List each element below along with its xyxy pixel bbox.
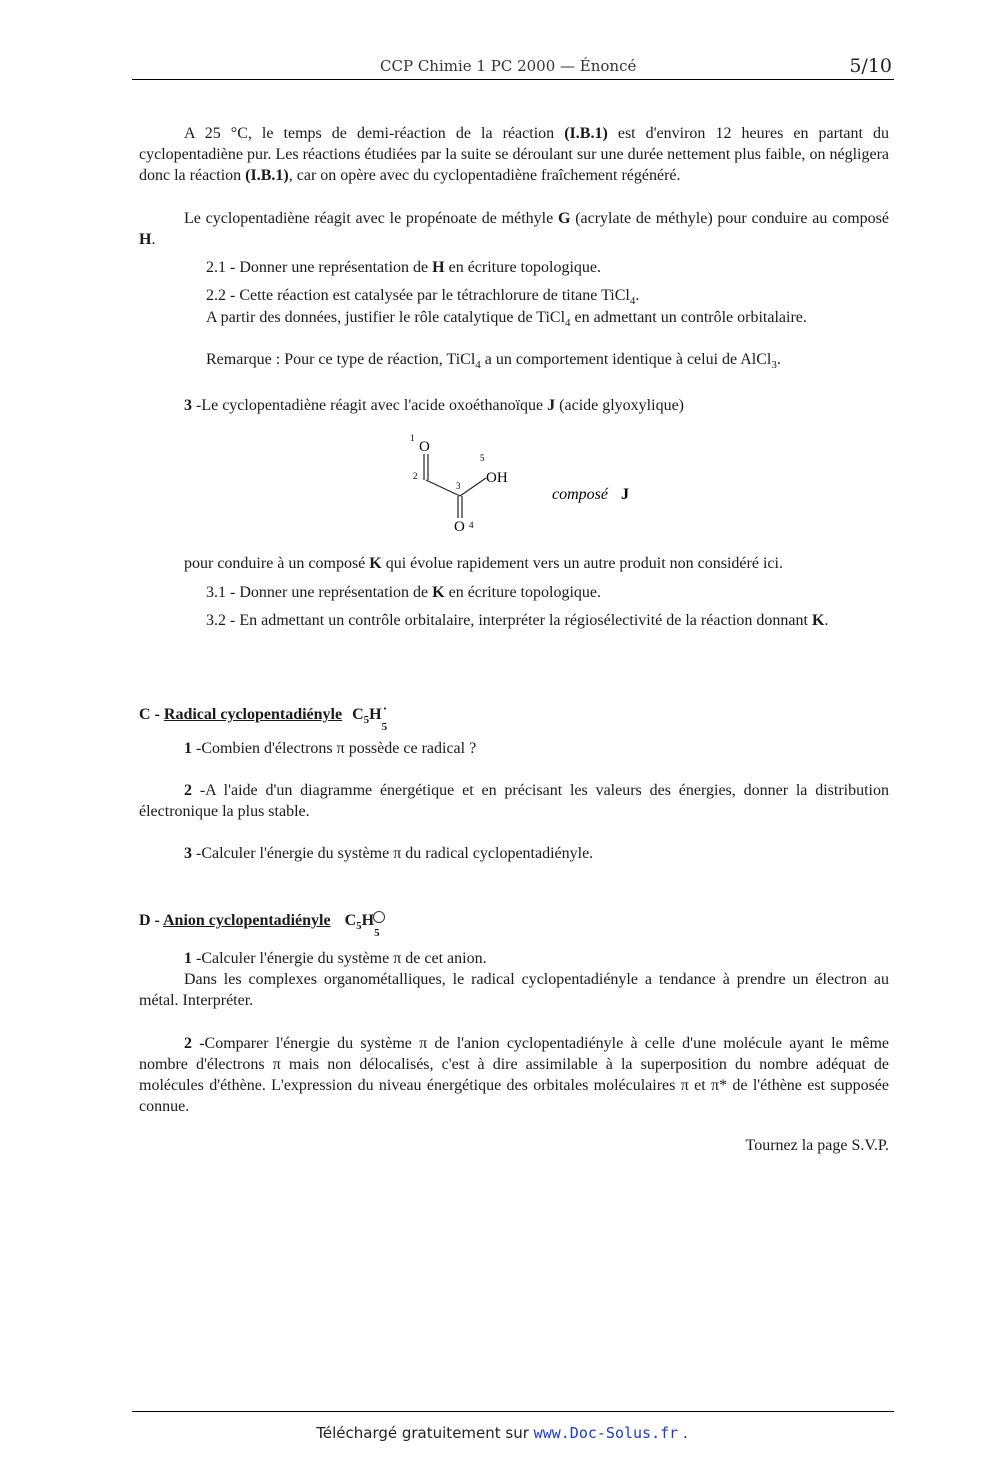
question-2-2-remark: Remarque : Pour ce type de réaction, TiCl$_4$ a un comportement identique à celui de AlCl$_3$. bbox=[206, 351, 781, 372]
anion-formula: $C_5H$ 5 bbox=[345, 912, 385, 929]
single-bond bbox=[460, 478, 486, 496]
paragraph-compound-k: pour conduire à un composé K qui évolue rapidement vers un autre produit non considéré ici. bbox=[184, 555, 783, 572]
compound-label: G bbox=[557, 210, 571, 227]
glyoxylic-acid-structure bbox=[400, 432, 640, 542]
paragraph-half-reaction: A 25 °C, le temps de demi-réaction de la réaction (I.B.1) est d'environ 12 heures en partant du cyclopentadiène pur. Les réactions étudiées par la suite se déroulant sur une durée nettement plus faible, on négligera donc la réaction (I.B.1), car on opère avec du cyclopentadiène fraîchement régénéré. bbox=[139, 125, 890, 184]
paragraph-acrylate: Le cyclopentadiène réagit avec le propénoate de méthyle G (acrylate de méthyle) pour conduire au composé H. bbox=[139, 210, 890, 248]
atom-number: 3 bbox=[456, 481, 461, 491]
turn-page-note: Tournez la page S.V.P. bbox=[745, 1137, 889, 1154]
section-d-question-2: 2 -Comparer l'énergie du système π de l'anion cyclopentadiényle à celle d'une molécule ayant le même nombre d'électrons π mais non délocalisés, c'est à dire assimilable à la superposition du nombre adéquat de molécules d'éthène. L'expression du niveau énergétique des orbitales moléculaires π et π* de l'éthène est supposée connue. bbox=[139, 1035, 889, 1115]
atom-number: 5 bbox=[480, 453, 485, 463]
question-3-1: 3.1 - Donner une représentation de K en écriture topologique. bbox=[206, 584, 601, 601]
header-title: CCP Chimie 1 PC 2000 — Énoncé bbox=[380, 57, 637, 75]
section-c-question-2: 2 -A l'aide d'un diagramme énergétique et en précisant les valeurs des énergies, donner la distribution électronique la plus stable. bbox=[139, 782, 889, 820]
reaction-ref: (I.B.1) bbox=[245, 167, 289, 184]
section-c-question-3: 3 -Calculer l'énergie du système π du radical cyclopentadiényle. bbox=[184, 845, 594, 862]
structure-caption: composé bbox=[552, 486, 608, 503]
single-bond bbox=[426, 480, 460, 496]
question-3-2: 3.2 - En admettant un contrôle orbitalaire, interpréter la régiosélectivité de la réaction donnant K. bbox=[206, 612, 829, 629]
page-header bbox=[132, 55, 894, 80]
structure-caption-label: J bbox=[621, 486, 629, 503]
atom-number: 4 bbox=[469, 520, 474, 530]
compound-label: H bbox=[139, 231, 152, 248]
page-number: 5/10 bbox=[849, 55, 892, 77]
question-2-1: 2.1 - Donner une représentation de H en écriture topologique. bbox=[206, 259, 601, 276]
question-3: 3 -Le cyclopentadiène réagit avec l'acide oxoéthanoïque J (acide glyoxylique) bbox=[184, 397, 684, 414]
atom-number: 1 bbox=[410, 433, 415, 443]
section-d-question-1-comment: Dans les complexes organométalliques, le radical cyclopentadiényle a tendance à prendre un électron au métal. Interpréter. bbox=[139, 971, 889, 1009]
page-footer: Téléchargé gratuitement sur www.Doc-Solus.fr . bbox=[316, 1424, 688, 1442]
doc-solus-link[interactable]: www.Doc-Solus.fr bbox=[533, 1424, 679, 1442]
question-2-2-justify: A partir des données, justifier le rôle catalytique de TiCl$_4$ en admettant un contrôle orbitalaire. bbox=[206, 309, 807, 330]
section-d-title: Anion cyclopentadiényle bbox=[163, 912, 331, 929]
section-d-heading: D - Anion cyclopentadiényle $C_5H$ 5 bbox=[139, 912, 384, 932]
oxygen-atom: O bbox=[454, 519, 465, 535]
hydroxyl-group: OH bbox=[486, 470, 508, 486]
section-c-title: Radical cyclopentadiényle bbox=[163, 706, 343, 723]
negative-charge-icon bbox=[373, 911, 385, 923]
reaction-ref: (I.B.1) bbox=[564, 125, 608, 142]
section-c-question-1: 1 -Combien d'électrons π possède ce radical ? bbox=[184, 740, 477, 757]
radical-dot-icon: ˙ bbox=[382, 706, 388, 721]
radical-formula: $C_5H$ ˙ 5 bbox=[352, 706, 388, 733]
atom-number: 2 bbox=[413, 471, 418, 481]
question-2-2: 2.2 - Cette réaction est catalysée par le tétrachlorure de titane TiCl$_4$. bbox=[206, 287, 640, 308]
footer-rule bbox=[132, 1411, 894, 1412]
oxygen-atom: O bbox=[419, 439, 430, 455]
section-d-question-1: 1 -Calculer l'énergie du système π de cet anion. bbox=[184, 950, 487, 967]
section-c-heading: C - Radical cyclopentadiényle $C_5H$ ˙ 5 bbox=[139, 706, 390, 726]
